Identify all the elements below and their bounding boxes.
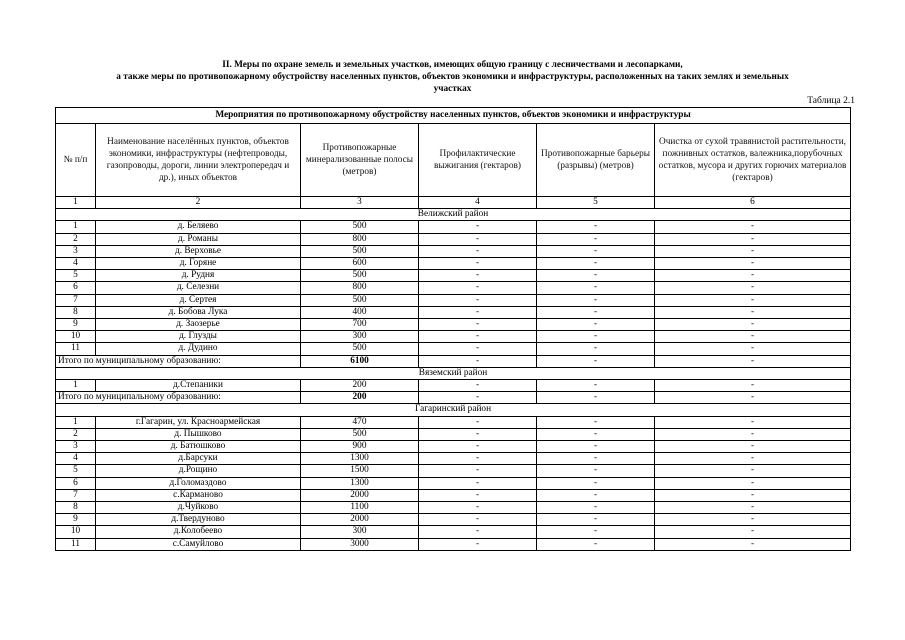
table-cell: 500 — [301, 294, 419, 306]
table-cell: д. Пышково — [96, 428, 301, 440]
region-heading: Велижский район — [56, 209, 851, 221]
table-cell: - — [537, 489, 655, 501]
table-cell: - — [655, 331, 851, 343]
column-number: 6 — [655, 197, 851, 209]
table-cell: 500 — [301, 343, 419, 355]
table-cell: - — [537, 538, 655, 550]
table-row — [56, 416, 851, 428]
table-cell: - — [419, 258, 537, 270]
table-row — [56, 343, 851, 355]
table-cell: 1 — [56, 221, 96, 233]
table-cell: - — [419, 306, 537, 318]
table-cell: 1100 — [301, 502, 419, 514]
table-row — [56, 526, 851, 538]
region-heading: Вяземский район — [56, 367, 851, 379]
table-cell: д.Колобеево — [96, 526, 301, 538]
table-cell: 9 — [56, 514, 96, 526]
table-cell: с.Карманово — [96, 489, 301, 501]
table-cell: 3 — [56, 441, 96, 453]
table-cell: - — [537, 416, 655, 428]
total-cell: - — [419, 355, 537, 367]
table-cell: - — [537, 343, 655, 355]
table-cell: д.Голомаздово — [96, 477, 301, 489]
table-cell: - — [655, 233, 851, 245]
table-cell: 2000 — [301, 489, 419, 501]
table-cell: 500 — [301, 245, 419, 257]
table-cell: д. Горяне — [96, 258, 301, 270]
total-cell: - — [419, 392, 537, 404]
table-cell: - — [419, 465, 537, 477]
column-header: Наименование населённых пунктов, объектов экономики, инфраструктуры (нефтепроводы, газопроводы, дороги, линии электропередач и др.), иных объектов — [96, 124, 301, 197]
table-cell: - — [537, 282, 655, 294]
column-header: Очистка от сухой травянистой растительности, пожнивных остатков, валежника,порубочных остатков, мусора и других горючих материалов (гектаров) — [655, 124, 851, 197]
table-cell: - — [655, 343, 851, 355]
table-cell: - — [419, 428, 537, 440]
table-cell: - — [655, 270, 851, 282]
table-cell: - — [655, 489, 851, 501]
table-cell: - — [419, 270, 537, 282]
table-cell: д. Глузды — [96, 331, 301, 343]
table-cell: д.Чуйково — [96, 502, 301, 514]
table-cell: - — [419, 538, 537, 550]
table-cell: 6 — [56, 477, 96, 489]
table-cell: 1 — [56, 380, 96, 392]
table-cell: 6 — [56, 282, 96, 294]
table-cell: - — [419, 233, 537, 245]
table-cell: - — [537, 477, 655, 489]
table-cell: 1300 — [301, 453, 419, 465]
table-row — [56, 453, 851, 465]
column-header: Профилактические выжигания (гектаров) — [419, 124, 537, 197]
table-cell: 200 — [301, 380, 419, 392]
table-cell: 11 — [56, 343, 96, 355]
table-number: Таблица 2.1 — [807, 96, 855, 106]
column-number: 3 — [301, 197, 419, 209]
region-heading: Гагаринский район — [56, 404, 851, 416]
table-cell: - — [419, 343, 537, 355]
table-cell: - — [419, 514, 537, 526]
table-cell: - — [655, 477, 851, 489]
table-cell: д.Барсуки — [96, 453, 301, 465]
table-row — [56, 270, 851, 282]
table-cell: - — [655, 416, 851, 428]
column-header: Противопожарные минерализованные полосы (метров) — [301, 124, 419, 197]
table-row — [56, 428, 851, 440]
table-cell: - — [537, 514, 655, 526]
table-cell: - — [655, 428, 851, 440]
table-cell: - — [419, 502, 537, 514]
table-cell: д. Батюшково — [96, 441, 301, 453]
table-cell: - — [655, 502, 851, 514]
table-cell: - — [655, 258, 851, 270]
table-cell: 800 — [301, 282, 419, 294]
table-cell: д. Селезни — [96, 282, 301, 294]
total-cell: - — [655, 355, 851, 367]
table-cell: - — [537, 233, 655, 245]
document-title-line-2: а также меры по противопожарному обустройству населенных пунктов, объектов экономики и инфраструктуры, расположенных на таких землях и земельных — [116, 72, 789, 82]
table-cell: - — [655, 465, 851, 477]
table-cell: 11 — [56, 538, 96, 550]
table-cell: д. Заозерье — [96, 319, 301, 331]
table-cell: - — [419, 489, 537, 501]
table-row — [56, 233, 851, 245]
table-row — [56, 538, 851, 550]
table-row — [56, 319, 851, 331]
column-number: 5 — [537, 197, 655, 209]
total-row — [56, 392, 851, 404]
table-cell: - — [419, 441, 537, 453]
table-cell: д.Степаники — [96, 380, 301, 392]
table-cell: - — [419, 294, 537, 306]
table-cell: - — [655, 221, 851, 233]
table-cell: 4 — [56, 258, 96, 270]
table-cell: - — [537, 258, 655, 270]
table-cell: - — [537, 428, 655, 440]
table-row — [56, 489, 851, 501]
total-label: Итого по муниципальному образованию: — [56, 355, 301, 367]
table-cell: 300 — [301, 526, 419, 538]
table-cell: 2 — [56, 233, 96, 245]
table-header: Мероприятия по противопожарному обустройству населенных пунктов, объектов экономики и инфраструктуры — [56, 108, 851, 124]
table-cell: - — [419, 221, 537, 233]
table-cell: - — [537, 380, 655, 392]
table-row — [56, 245, 851, 257]
table-cell: д. Дудино — [96, 343, 301, 355]
table-cell: - — [419, 380, 537, 392]
table-cell: 5 — [56, 465, 96, 477]
table-cell: - — [537, 294, 655, 306]
table-cell: 7 — [56, 489, 96, 501]
table-cell: - — [655, 453, 851, 465]
table-cell: - — [537, 441, 655, 453]
table-cell: - — [655, 514, 851, 526]
table-cell: - — [419, 526, 537, 538]
table-cell: 3000 — [301, 538, 419, 550]
table-cell: 400 — [301, 306, 419, 318]
table-cell: 10 — [56, 526, 96, 538]
table-cell: - — [655, 538, 851, 550]
table-cell: 2 — [56, 428, 96, 440]
total-cell: 6100 — [301, 355, 419, 367]
table-cell: 500 — [301, 270, 419, 282]
table-cell: 1300 — [301, 477, 419, 489]
table-cell: 600 — [301, 258, 419, 270]
table-cell: 5 — [56, 270, 96, 282]
table-cell: 2000 — [301, 514, 419, 526]
total-cell: - — [537, 392, 655, 404]
table-cell: 3 — [56, 245, 96, 257]
table-cell: д. Верховье — [96, 245, 301, 257]
table-cell: - — [655, 319, 851, 331]
table-cell: г.Гагарин, ул. Красноармейская — [96, 416, 301, 428]
table-cell: 500 — [301, 428, 419, 440]
table-row — [56, 477, 851, 489]
table-cell: - — [655, 380, 851, 392]
table-cell: - — [537, 270, 655, 282]
table-cell: 4 — [56, 453, 96, 465]
measures-table — [55, 107, 851, 551]
table-row — [56, 514, 851, 526]
total-cell: 200 — [301, 392, 419, 404]
table-cell: с.Самуйлово — [96, 538, 301, 550]
table-cell: - — [537, 331, 655, 343]
table-cell: д.Твердуново — [96, 514, 301, 526]
table-cell: 300 — [301, 331, 419, 343]
table-cell: - — [537, 245, 655, 257]
table-cell: - — [537, 465, 655, 477]
table-cell: д. Рудня — [96, 270, 301, 282]
column-header: Противопожарные барьеры (разрывы) (метров) — [537, 124, 655, 197]
table-cell: - — [655, 294, 851, 306]
table-row — [56, 331, 851, 343]
table-row — [56, 294, 851, 306]
table-row — [56, 282, 851, 294]
table-row — [56, 441, 851, 453]
column-number: 2 — [96, 197, 301, 209]
table-cell: 10 — [56, 331, 96, 343]
total-label: Итого по муниципальному образованию: — [56, 392, 301, 404]
table-row — [56, 502, 851, 514]
table-cell: 800 — [301, 233, 419, 245]
table-cell: - — [655, 306, 851, 318]
table-cell: д. Романы — [96, 233, 301, 245]
table-cell: - — [537, 221, 655, 233]
table-row — [56, 258, 851, 270]
table-cell: - — [419, 477, 537, 489]
table-cell: - — [537, 502, 655, 514]
table-cell: 500 — [301, 221, 419, 233]
table-cell: 7 — [56, 294, 96, 306]
table-row — [56, 465, 851, 477]
table-cell: 470 — [301, 416, 419, 428]
table-cell: 700 — [301, 319, 419, 331]
table-cell: - — [655, 526, 851, 538]
table-cell: д. Сертея — [96, 294, 301, 306]
table-cell: - — [419, 282, 537, 294]
table-cell: - — [655, 245, 851, 257]
table-cell: 1500 — [301, 465, 419, 477]
table-cell: - — [537, 319, 655, 331]
table-cell: 1 — [56, 416, 96, 428]
table-cell: 900 — [301, 441, 419, 453]
table-cell: 9 — [56, 319, 96, 331]
table-cell: - — [419, 331, 537, 343]
table-cell: - — [419, 245, 537, 257]
column-number: 4 — [419, 197, 537, 209]
total-cell: - — [537, 355, 655, 367]
total-cell: - — [655, 392, 851, 404]
table-cell: - — [537, 526, 655, 538]
table-cell: 8 — [56, 306, 96, 318]
table-row — [56, 221, 851, 233]
table-cell: - — [537, 453, 655, 465]
table-cell: д. Беляево — [96, 221, 301, 233]
table-cell: д.Рощино — [96, 465, 301, 477]
total-row — [56, 355, 851, 367]
table-cell: - — [419, 416, 537, 428]
table-row — [56, 380, 851, 392]
column-number: 1 — [56, 197, 96, 209]
table-cell: - — [655, 282, 851, 294]
column-header: № п/п — [56, 124, 96, 197]
table-cell: 8 — [56, 502, 96, 514]
document-title-line-3: участках — [433, 84, 472, 94]
table-cell: д. Бобова Лука — [96, 306, 301, 318]
table-row — [56, 306, 851, 318]
table-cell: - — [419, 453, 537, 465]
document-title-line-1: II. Меры по охране земель и земельных участков, имеющих общую границу с лесничествами и лесопарками, — [222, 60, 683, 70]
table-cell: - — [419, 319, 537, 331]
table-cell: - — [537, 306, 655, 318]
table-cell: - — [655, 441, 851, 453]
